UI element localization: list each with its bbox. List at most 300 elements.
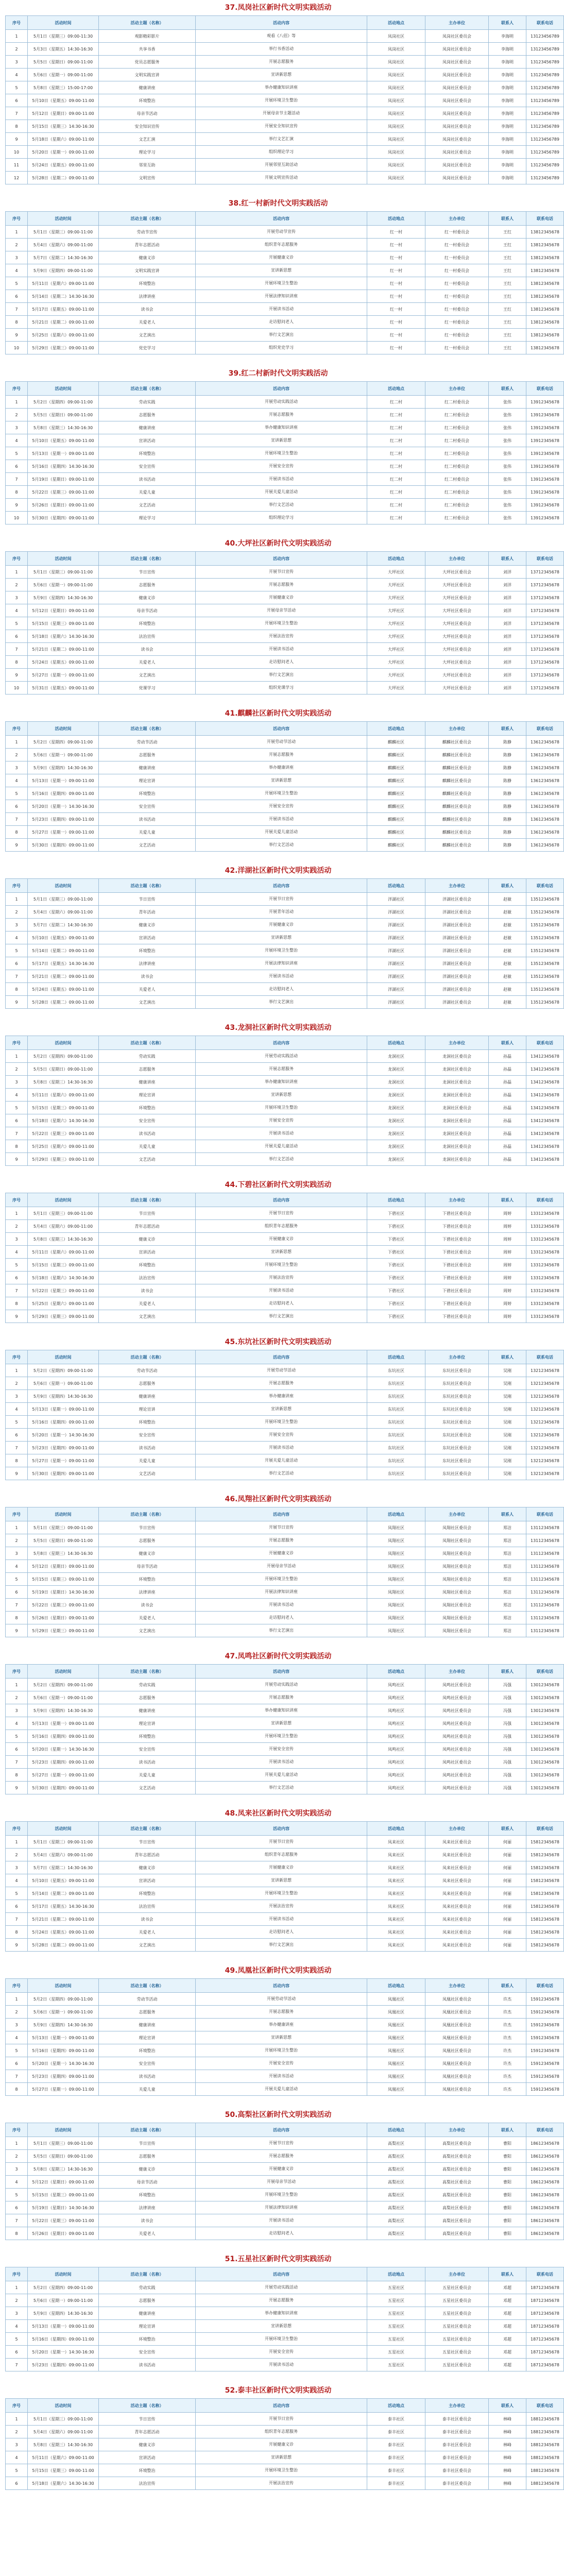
activity-table: [5, 2398, 564, 2490]
table-cell: 凤来社区委员会: [425, 1913, 489, 1926]
table-cell: 法治宣传: [99, 630, 196, 643]
table-cell: 何丽: [489, 1900, 526, 1913]
table-header-cell: 主办单位: [425, 212, 489, 226]
table-cell: 李海明: [489, 107, 526, 120]
table-cell: 凤凰社区委员会: [425, 2070, 489, 2083]
table-header-row: [6, 722, 564, 736]
table-cell: 5月20日（星期一）14:30-16:30: [28, 2346, 99, 2359]
table-row: [6, 2464, 564, 2477]
table-cell: 2: [6, 749, 28, 761]
table-cell: 5月26日（星期日）09:00-11:00: [28, 499, 99, 512]
table-cell: 王红: [489, 277, 526, 290]
table-cell: 13512345678: [526, 931, 564, 944]
table-cell: 五星社区委员会: [425, 2359, 489, 2371]
table-cell: 4: [6, 2451, 28, 2464]
table-cell: 洋湖社区委员会: [425, 970, 489, 983]
table-cell: 凤来社区: [367, 1900, 425, 1913]
table-cell: 东坑社区委员会: [425, 1364, 489, 1377]
table-cell: 志愿服务: [99, 1691, 196, 1704]
table-cell: 麒麟社区: [367, 839, 425, 852]
table-cell: 环境整治: [99, 447, 196, 460]
table-cell: 9: [6, 1310, 28, 1323]
table-cell: 开展节日宣传: [196, 2413, 367, 2426]
table-row: [6, 2201, 564, 2214]
table-cell: 18712345678: [526, 2333, 564, 2346]
table-cell: 开展关爱儿童活动: [196, 826, 367, 839]
table-cell: 下碧社区: [367, 1220, 425, 1233]
table-row: [6, 2189, 564, 2201]
table-cell: 5月1日（星期三）09:00-11:00: [28, 893, 99, 906]
table-cell: 李海明: [489, 133, 526, 146]
table-cell: 宣讲活动: [99, 931, 196, 944]
table-cell: 13512345678: [526, 957, 564, 970]
table-row: [6, 172, 564, 184]
table-row: [6, 1586, 564, 1599]
table-header-cell: 联系电话: [526, 1507, 564, 1521]
table-cell: 5月8日（星期三）15:00-17:00: [28, 81, 99, 94]
table-row: [6, 630, 564, 643]
table-cell: 洋湖社区委员会: [425, 957, 489, 970]
table-row: [6, 579, 564, 591]
table-row: [6, 251, 564, 264]
table-header-row: [6, 1665, 564, 1679]
table-row: [6, 1624, 564, 1637]
table-header-cell: 主办单位: [425, 2267, 489, 2281]
table-cell: 7: [6, 970, 28, 983]
table-cell: 李海明: [489, 81, 526, 94]
table-cell: 泰丰社区: [367, 2464, 425, 2477]
table-cell: 开展健康义诊: [196, 919, 367, 931]
table-cell: 许杰: [489, 2031, 526, 2044]
table-cell: 开展劳动节宣传: [196, 226, 367, 239]
table-cell: 母亲节活动: [99, 107, 196, 120]
table-cell: 凤来社区: [367, 1939, 425, 1952]
table-row: [6, 1691, 564, 1704]
table-cell: 东坑社区: [367, 1467, 425, 1480]
table-cell: 开展安全宣传: [196, 460, 367, 473]
table-row: [6, 107, 564, 120]
table-header-row: [6, 1822, 564, 1836]
table-cell: 宣讲新思想: [196, 2320, 367, 2333]
table-cell: 开展读书活动: [196, 1599, 367, 1612]
table-cell: 凤岗社区委员会: [425, 81, 489, 94]
table-cell: 10: [6, 146, 28, 159]
table-cell: 5月4日（星期六）09:00-11:00: [28, 906, 99, 919]
table-cell: 志愿服务: [99, 1377, 196, 1390]
table-cell: 红二村委员会: [425, 396, 489, 409]
table-row: [6, 1220, 564, 1233]
table-cell: 龙洞社区委员会: [425, 1063, 489, 1076]
table-header-cell: 主办单位: [425, 2123, 489, 2137]
table-row: [6, 1050, 564, 1063]
table-cell: 张伟: [489, 486, 526, 499]
table-header-cell: 活动地点: [367, 2399, 425, 2413]
table-cell: 王红: [489, 329, 526, 342]
table-cell: 凤岗社区委员会: [425, 30, 489, 43]
table-header-cell: 主办单位: [425, 879, 489, 893]
table-cell: 5月10日（星期五）09:00-11:00: [28, 1874, 99, 1887]
table-header-cell: 活动地点: [367, 1350, 425, 1364]
table-cell: 凤岗社区: [367, 107, 425, 120]
table-cell: 开展安全宣传: [196, 1114, 367, 1127]
table-cell: 赵敏: [489, 893, 526, 906]
table-cell: 红一村委员会: [425, 251, 489, 264]
table-cell: 母亲节活动: [99, 604, 196, 617]
table-cell: 开展读书活动: [196, 1284, 367, 1297]
table-cell: 健康讲座: [99, 1076, 196, 1089]
table-cell: 13812345678: [526, 277, 564, 290]
table-row: [6, 2333, 564, 2346]
table-cell: 母亲节活动: [99, 1560, 196, 1573]
table-cell: 关爱儿童: [99, 826, 196, 839]
table-cell: 王红: [489, 290, 526, 303]
table-cell: 开展母亲节主题活动: [196, 107, 367, 120]
table-row: [6, 2070, 564, 2083]
table-cell: 安全宣传: [99, 1429, 196, 1442]
table-cell: 5月26日（星期日）09:00-11:00: [28, 2227, 99, 2240]
table-cell: 宣讲活动: [99, 1246, 196, 1259]
table-cell: 组织党史学习: [196, 342, 367, 354]
table-cell: 大坪社区委员会: [425, 630, 489, 643]
table-cell: 13912345678: [526, 409, 564, 421]
table-cell: 7: [6, 1127, 28, 1140]
table-cell: 13412345678: [526, 1076, 564, 1089]
table-cell: 曹阳: [489, 2150, 526, 2163]
table-cell: 凤岗社区委员会: [425, 133, 489, 146]
table-cell: 法治宣传: [99, 1900, 196, 1913]
table-cell: 开展劳动节活动: [196, 736, 367, 749]
table-row: [6, 342, 564, 354]
table-row: [6, 1063, 564, 1076]
table-cell: 5月14日（星期二）09:00-11:00: [28, 1887, 99, 1900]
table-cell: 开展法律知识讲座: [196, 2201, 367, 2214]
table-cell: 安全知识宣传: [99, 120, 196, 133]
table-cell: 健康讲座: [99, 1390, 196, 1403]
table-cell: 红二村: [367, 434, 425, 447]
table-row: [6, 2044, 564, 2057]
table-cell: 5月6日（星期一）09:00-11:00: [28, 579, 99, 591]
table-cell: 志愿服务: [99, 1063, 196, 1076]
table-header-cell: 活动地点: [367, 722, 425, 736]
table-cell: 洋湖社区: [367, 931, 425, 944]
table-cell: 3: [6, 251, 28, 264]
table-cell: 泰丰社区: [367, 2426, 425, 2438]
table-cell: 2: [6, 2294, 28, 2307]
table-cell: 麒麟社区委员会: [425, 749, 489, 761]
table-cell: 开展读书活动: [196, 1913, 367, 1926]
table-header-cell: 联系人: [489, 1507, 526, 1521]
table-cell: 5月1日（星期三）09:00-11:30: [28, 30, 99, 43]
table-cell: 红二村委员会: [425, 421, 489, 434]
table-cell: 开展母亲节活动: [196, 1560, 367, 1573]
table-cell: 赵敏: [489, 957, 526, 970]
table-header-cell: 活动主题（名称）: [99, 212, 196, 226]
table-cell: 法治宣传: [99, 2477, 196, 2490]
table-cell: 刘洋: [489, 617, 526, 630]
table-cell: 健康讲座: [99, 421, 196, 434]
table-cell: 党史学习: [99, 342, 196, 354]
table-cell: 孙磊: [489, 1089, 526, 1101]
table-cell: 文艺活动: [99, 1153, 196, 1166]
table-cell: 凤来社区委员会: [425, 1900, 489, 1913]
table-cell: 18612345678: [526, 2176, 564, 2189]
table-header-cell: 序号: [6, 1036, 28, 1050]
table-cell: 凤来社区委员会: [425, 1849, 489, 1861]
table-cell: 刘洋: [489, 643, 526, 656]
table-cell: 4: [6, 1874, 28, 1887]
table-cell: 何丽: [489, 1874, 526, 1887]
table-cell: 5月20日（星期一）14:30-16:30: [28, 1429, 99, 1442]
table-cell: 开展志愿服务: [196, 1377, 367, 1390]
table-cell: 10: [6, 512, 28, 524]
table-cell: 9: [6, 1939, 28, 1952]
table-cell: 麒麟社区: [367, 774, 425, 787]
table-cell: 环境整治: [99, 1101, 196, 1114]
table-cell: 组织党课学习: [196, 682, 367, 694]
table-header-cell: 活动内容: [196, 1350, 367, 1364]
table-cell: 林峰: [489, 2438, 526, 2451]
table-cell: 开展读书活动: [196, 813, 367, 826]
table-cell: 青年志愿活动: [99, 1849, 196, 1861]
table-cell: 5月19日（星期日）09:00-11:00: [28, 473, 99, 486]
table-cell: 5月18日（星期六）09:00-11:00: [28, 133, 99, 146]
table-cell: 凤鸣社区委员会: [425, 1782, 489, 1794]
table-row: [6, 1534, 564, 1547]
activity-section: [0, 1020, 559, 1166]
table-row: [6, 1429, 564, 1442]
section-title: 46.凤翔社区新时代文明实践活动: [0, 1492, 556, 1507]
activity-section: [0, 2107, 559, 2240]
table-cell: 开展环境卫生整治: [196, 1416, 367, 1429]
table-cell: 凤凰社区委员会: [425, 2031, 489, 2044]
table-cell: 1: [6, 2137, 28, 2150]
table-cell: 13612345678: [526, 774, 564, 787]
table-cell: 18712345678: [526, 2294, 564, 2307]
table-row: [6, 226, 564, 239]
table-cell: 周婷: [489, 1233, 526, 1246]
table-cell: 凤翔社区: [367, 1586, 425, 1599]
table-cell: 8: [6, 1926, 28, 1939]
table-row: [6, 1284, 564, 1297]
table-cell: 13712345678: [526, 617, 564, 630]
table-cell: 张伟: [489, 512, 526, 524]
table-cell: 泰丰社区委员会: [425, 2438, 489, 2451]
table-cell: 高梨社区委员会: [425, 2150, 489, 2163]
table-cell: 关爱老人: [99, 1297, 196, 1310]
table-cell: 7: [6, 2359, 28, 2371]
table-cell: 泰丰社区: [367, 2438, 425, 2451]
table-row: [6, 81, 564, 94]
table-row: [6, 69, 564, 81]
table-cell: 开展关爱儿童活动: [196, 1769, 367, 1782]
section-title: 42.洋湖社区新时代文明实践活动: [0, 863, 556, 878]
table-cell: 6: [6, 957, 28, 970]
table-cell: 读书会: [99, 1284, 196, 1297]
table-cell: 龙洞社区: [367, 1114, 425, 1127]
table-cell: 下碧社区: [367, 1272, 425, 1284]
table-row: [6, 1939, 564, 1952]
table-row: [6, 460, 564, 473]
section-title: 52.泰丰社区新时代文明实践活动: [0, 2383, 556, 2398]
table-cell: 红一村委员会: [425, 264, 489, 277]
table-row: [6, 316, 564, 329]
table-cell: 5月22日（星期三）09:00-11:00: [28, 1127, 99, 1140]
table-header-cell: 联系人: [489, 2267, 526, 2281]
table-cell: 关爱老人: [99, 1926, 196, 1939]
table-cell: 孙磊: [489, 1153, 526, 1166]
table-cell: 邓超: [489, 2359, 526, 2371]
table-cell: 5月3日（星期五）14:30-16:30: [28, 43, 99, 56]
table-cell: 孙磊: [489, 1050, 526, 1063]
table-header-cell: 活动时间: [28, 2123, 99, 2137]
table-cell: 18612345678: [526, 2189, 564, 2201]
table-row: [6, 1297, 564, 1310]
table-cell: 凤鸣社区: [367, 1730, 425, 1743]
table-header-cell: 活动地点: [367, 1193, 425, 1207]
table-cell: 18812345678: [526, 2451, 564, 2464]
table-header-cell: 活动内容: [196, 722, 367, 736]
table-cell: 吴刚: [489, 1416, 526, 1429]
table-row: [6, 826, 564, 839]
table-cell: 下碧社区: [367, 1246, 425, 1259]
table-header-cell: 活动时间: [28, 1822, 99, 1836]
table-row: [6, 2057, 564, 2070]
table-cell: 曹阳: [489, 2163, 526, 2176]
table-cell: 15912345678: [526, 2083, 564, 2096]
table-cell: 13012345678: [526, 1743, 564, 1756]
table-cell: 5: [6, 787, 28, 800]
activity-section: [0, 2383, 559, 2490]
table-cell: 5月19日（星期日）14:30-16:30: [28, 2201, 99, 2214]
table-cell: 龙洞社区: [367, 1127, 425, 1140]
table-cell: 举行文艺演出: [196, 996, 367, 1009]
table-cell: 13212345678: [526, 1364, 564, 1377]
table-cell: 刘洋: [489, 630, 526, 643]
table-cell: 开展志愿服务: [196, 749, 367, 761]
table-row: [6, 1416, 564, 1429]
table-cell: 5月22日（星期三）09:00-11:00: [28, 2214, 99, 2227]
table-cell: 开展关爱儿童活动: [196, 2083, 367, 2096]
table-cell: 5月26日（星期日）09:00-11:00: [28, 1612, 99, 1624]
table-cell: 2: [6, 1220, 28, 1233]
table-cell: 5月29日（星期三）09:00-11:00: [28, 342, 99, 354]
table-row: [6, 2346, 564, 2359]
table-cell: 志愿服务: [99, 2294, 196, 2307]
table-cell: 1: [6, 1050, 28, 1063]
table-cell: 13912345678: [526, 434, 564, 447]
table-cell: 李海明: [489, 120, 526, 133]
table-cell: 6: [6, 2346, 28, 2359]
table-cell: 5月16日（星期四）09:00-11:00: [28, 2333, 99, 2346]
activity-table: [5, 551, 564, 694]
table-cell: 红二村委员会: [425, 512, 489, 524]
table-cell: 13212345678: [526, 1467, 564, 1480]
table-cell: 18612345678: [526, 2150, 564, 2163]
table-cell: 开展读书活动: [196, 1442, 367, 1454]
table-cell: 陈静: [489, 813, 526, 826]
table-cell: 5月15日（星期三）14:30-16:30: [28, 120, 99, 133]
table-cell: 洋湖社区: [367, 944, 425, 957]
table-cell: 何丽: [489, 1887, 526, 1900]
table-cell: 5: [6, 2333, 28, 2346]
table-cell: 13912345678: [526, 512, 564, 524]
table-row: [6, 2214, 564, 2227]
table-row: [6, 290, 564, 303]
table-cell: 王红: [489, 226, 526, 239]
table-cell: 开展环境卫生整治: [196, 1573, 367, 1586]
table-cell: 大坪社区委员会: [425, 656, 489, 669]
table-cell: 龙洞社区委员会: [425, 1114, 489, 1127]
table-cell: 许杰: [489, 2057, 526, 2070]
table-cell: 开展志愿服务: [196, 56, 367, 69]
table-cell: 观看《八佰》等: [196, 30, 367, 43]
table-cell: 13212345678: [526, 1442, 564, 1454]
table-cell: 红二村委员会: [425, 473, 489, 486]
table-cell: 13812345678: [526, 303, 564, 316]
table-cell: 18812345678: [526, 2438, 564, 2451]
table-row: [6, 421, 564, 434]
table-cell: 大坪社区: [367, 682, 425, 694]
table-header-cell: 联系人: [489, 552, 526, 566]
table-header-row: [6, 1350, 564, 1364]
table-cell: 张伟: [489, 434, 526, 447]
table-cell: 读书会: [99, 643, 196, 656]
table-cell: 10: [6, 342, 28, 354]
table-cell: 孙磊: [489, 1127, 526, 1140]
table-cell: 8: [6, 826, 28, 839]
table-cell: 1: [6, 1679, 28, 1691]
table-cell: 凤鸣社区委员会: [425, 1743, 489, 1756]
table-cell: 凤岗社区: [367, 133, 425, 146]
table-cell: 读书会: [99, 303, 196, 316]
table-cell: 安全宣传: [99, 1114, 196, 1127]
table-cell: 13112345678: [526, 1560, 564, 1573]
table-cell: 5月23日（星期四）09:00-11:00: [28, 2359, 99, 2371]
table-cell: 13012345678: [526, 1756, 564, 1769]
table-cell: 张伟: [489, 499, 526, 512]
table-cell: 李海明: [489, 56, 526, 69]
table-cell: 大坪社区: [367, 566, 425, 579]
table-cell: 5月1日（星期三）09:00-11:00: [28, 2137, 99, 2150]
table-cell: 5月13日（星期一）09:00-11:00: [28, 447, 99, 460]
table-cell: 5: [6, 1730, 28, 1743]
table-cell: 大坪社区委员会: [425, 617, 489, 630]
table-cell: 环境整治: [99, 2333, 196, 2346]
table-cell: 13012345678: [526, 1782, 564, 1794]
table-cell: 龙洞社区: [367, 1101, 425, 1114]
table-cell: 凤岗社区委员会: [425, 94, 489, 107]
table-cell: 举行文艺演出: [196, 1310, 367, 1323]
table-header-cell: 联系电话: [526, 2399, 564, 2413]
table-header-row: [6, 1979, 564, 1993]
table-cell: 举办健康知识讲座: [196, 81, 367, 94]
table-cell: 陈静: [489, 749, 526, 761]
table-cell: 大坪社区: [367, 643, 425, 656]
table-cell: 5月29日（星期三）09:00-11:00: [28, 1153, 99, 1166]
table-cell: 5月15日（星期三）09:00-11:00: [28, 1259, 99, 1272]
table-cell: 红二村委员会: [425, 460, 489, 473]
table-cell: 环境整治: [99, 617, 196, 630]
table-row: [6, 277, 564, 290]
table-cell: 13212345678: [526, 1403, 564, 1416]
table-cell: 凤岗社区委员会: [425, 69, 489, 81]
table-cell: 文艺活动: [99, 499, 196, 512]
table-cell: 8: [6, 2083, 28, 2096]
table-cell: 13412345678: [526, 1089, 564, 1101]
table-cell: 开展读书活动: [196, 643, 367, 656]
table-cell: 13312345678: [526, 1310, 564, 1323]
table-cell: 凤来社区: [367, 1874, 425, 1887]
